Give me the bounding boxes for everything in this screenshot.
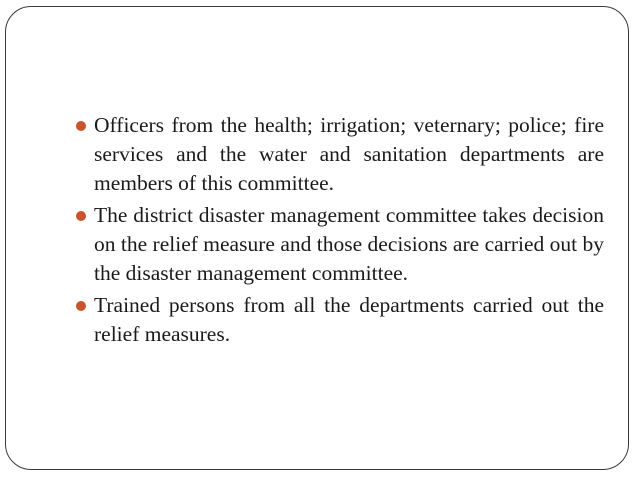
bullet-list (72, 111, 604, 352)
bullet-text: Officers from the health; irrigation; veternary; police; fire services and the water and sanitation departments are members of this committee. (94, 113, 604, 195)
bullet-dot-icon (76, 211, 86, 221)
bullet-item (72, 111, 604, 198)
bullet-dot-icon (76, 301, 86, 311)
bullet-dot-icon (76, 121, 86, 131)
bullet-item (72, 201, 604, 288)
bullet-text: The district disaster management committee takes decision on the relief measure and those decisions are carried out by the disaster management committee. (94, 203, 604, 285)
bullet-item (72, 291, 604, 349)
bullet-text: Trained persons from all the departments carried out the relief measures. (94, 293, 604, 346)
slide-frame (5, 6, 629, 470)
